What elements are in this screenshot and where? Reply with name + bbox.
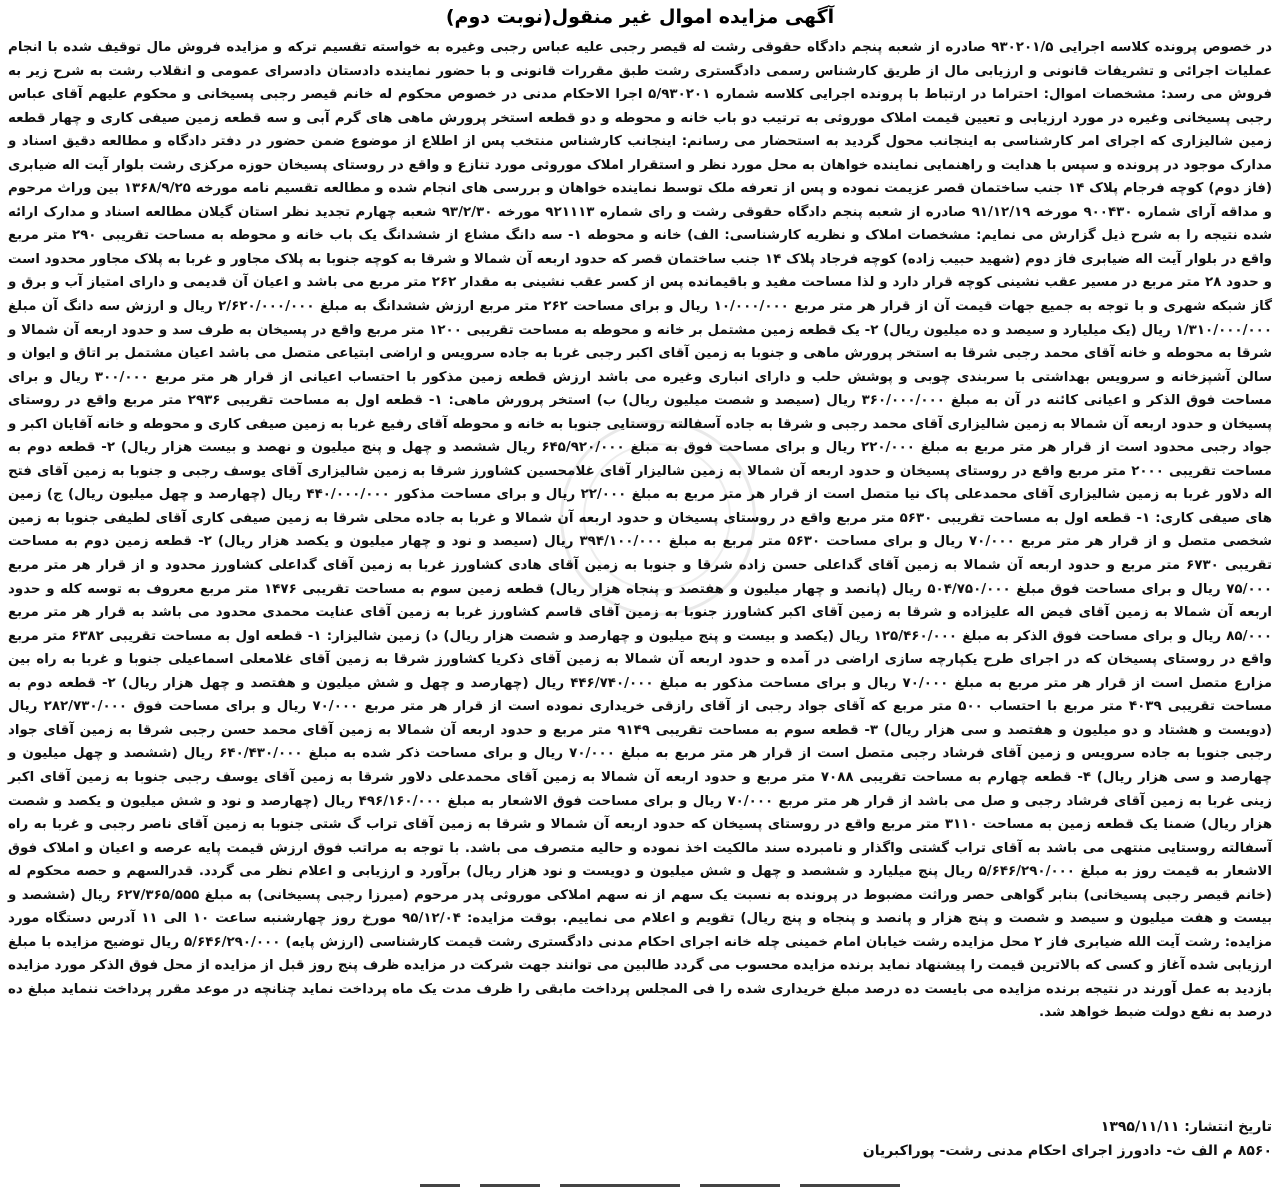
bottom-divider [700, 1184, 780, 1187]
notice-title: آگهی مزایده اموال غیر منقول(نوبت دوم) [445, 6, 835, 28]
bottom-divider [480, 1184, 540, 1187]
bottom-divider [560, 1184, 680, 1187]
bottom-divider [420, 1184, 460, 1187]
notice-body: در خصوص پرونده کلاسه اجرایی ۹۳۰۲۰۱/۵ صادره از شعبه پنجم دادگاه حقوقی رشت له قیصر رجبی علیه عباس رجبی وغیره به خواسته تقسیم ترکه و مزایده فروش مال توقیف شده با انجام عملیات اجرائی و تشریفات قانونی و ارزیابی مال از طریق کارشناس رسمی دادگستری رشت طبق مقررات قانونی و با حضور نماینده دادستان دادسرای عمومی و انقلاب رشت به شرح زیر به فروش می رسد: مشخصات اموال: احتراما در ارتباط با پرونده اجرایی کلاسه شماره ۵/۹۳۰۲۰۱ اجرا الاحکام مدنی در خصوص محکوم له خانم قیصر رجبی پسیخانی و محکوم علیهم آقای عباس رجبی پسیخانی وغیره در مورد ارزیابی و تعیین قیمت املاک موروثی به ترتیب دو باب خانه و محوطه و دو قطعه استخر پرورش ماهی های گرم آبی و سه قطعه زمین صیفی کاری و چهار قطعه زمین شالیزاری که اجرای امر کارشناسی به اینجانب محول گردید به استحضار می رسانم: اینجانب کارشناس منتخب پس از اطلاع از موضوع ضمن حضور در دفتر دادگاه و مطالعه دقیق اسناد و مدارک موجود در پرونده و سپس با هدایت و راهنمایی نماینده خواهان به محل مورد نظر و استقرار املاک موروثی مورد تنازع و واقع در روستای پسیخان حوزه مرکزی رشت بلوار آیت اله ضیابری (فاز دوم) کوچه فرجام پلاک ۱۴ جنب ساختمان قصر عزیمت نموده و پس از تعرفه ملک توسط نماینده خواهان و بررسی های انجام شده و مطالعه تقسیم نامه مورخه ۱۳۶۸/۹/۲۵ بین وراث مرحوم و مداقه آرای شماره ۹۰۰۴۳۰ مورخه ۹۱/۱۲/۱۹ صادره از شعبه پنجم دادگاه حقوقی رشت و رای شماره ۹۲۱۱۱۳ مورخه ۹۳/۲/۳۰ شعبه چهارم تجدید نظر استان گیلان مطالعه اسناد و مدارک ارائه شده نتیجه را به شرح ذیل گزارش می نمایم: مشخصات املاک و نظریه کارشناسی: الف) خانه و محوطه ۱- سه دانگ مشاع از ششدانگ یک باب خانه و محوطه به مساحت تقریبی ۲۹۰ متر مربع واقع در بلوار آیت اله ضیابری فاز دوم (شهید حبیب زاده) کوچه فرجاد پلاک ۱۴ جنب ساختمان قصر که حدود اربعه آن شمالا و شرقا به کوچه جنوبا به پلاک مجاور و غربا به پلاک مجاور محدود است و حدود ۲۸ متر مربع در مسیر عقب نشینی کوچه قرار دارد و لذا مساحت مفید و باقیمانده پس از کسر عقب نشینی به مقدار ۲۶۲ متر مربع می باشد و اعیان آن قدیمی و دارای امتیاز آب و برق و گاز شبکه شهری و با توجه به جمیع جهات قیمت آن از قرار هر متر مربع ۱۰/۰۰۰/۰۰۰ ریال و برای مساحت ۲۶۲ متر مربع ارزش ششدانگ به مبلغ ۲/۶۲۰/۰۰۰/۰۰۰ ریال و ارزش سه دانگ آن مبلغ ۱/۳۱۰/۰۰۰/۰۰۰ ریال (یک میلیارد و سیصد و ده میلیون ریال) ۲- یک قطعه زمین مشتمل بر خانه و محوطه به مساحت تقریبی ۱۲۰۰ متر مربع واقع در پسیخان به طرف سد و حدود اربعه آن شمالا و شرقا به محوطه و خانه آقای محمد رجبی شرقا به استخر پرورش ماهی و جنوبا به زمین آقای اکبر رجبی غربا به جاده سرویس و اراضی ابتیاعی متصل می باشد اعیان مشتمل بر اتاق و ایوان و سالن آشپزخانه و سرویس بهداشتی با سربندی چوبی و پوشش حلب و دارای انباری وغیره می باشد ارزش قطعه زمین مذکور با احتساب اعیانی از قرار هر متر مربع ۳۰۰/۰۰۰ ریال و برای مساحت فوق الذکر و اعیانی کائنه در آن به مبلغ ۳۶۰/۰۰۰/۰۰۰ ریال (سیصد و شصت میلیون ریال) ب) استخر پرورش ماهی: ۱- قطعه اول به مساحت تقریبی ۲۹۳۶ متر مربع واقع در روستای پسیخان و حدود اربعه آن شمالا به زمین شالیزاری آقای محمد رجبی و شرقا به جاده آسفالته روستایی جنوبا به خانه و محوطه آقای رفیع غربا به زمین صیفی کاری و محوطه و خانه آقایان اکبر و جواد رجبی محدود است از قرار هر متر مربع به مبلغ ۲۲۰/۰۰۰ ریال و برای مساحت فوق به مبلغ ۶۴۵/۹۲۰/۰۰۰ ریال ششصد و چهل و پنج میلیون و نهصد و بیست هزار ریال) ۲- قطعه دوم به مساحت تقریبی ۲۰۰۰ متر مربع واقع در روستای پسیخان و حدود اربعه آن شمالا به زمین شالیزار آقای غلامحسین کشاورز شرقا به زمین شالیزاری آقای یوسف رجبی و جنوبا به زمین آقای فتح اله دلاور غربا به زمین شالیزاری آقای محمدعلی پاک نیا متصل است از قرار هر متر مربع به مبلغ ۲۲/۰۰۰ ریال و برای مساحت مذکور ۴۴۰/۰۰۰/۰۰۰ ریال (چهارصد و چهل میلیون ریال) ج) زمین های صیفی کاری: ۱- قطعه اول به مساحت تقریبی ۵۶۳۰ متر مربع واقع در روستای پسیخان و حدود اربعه آن شمالا و غربا به جاده محلی شرقا به زمین صیفی کاری آقای لطیفی جنوبا به زمین شخصی متصل و از قرار هر متر مربع ۷۰/۰۰۰ ریال و برای مساحت ۵۶۳۰ متر مربع به مبلغ ۳۹۴/۱۰۰/۰۰۰ ریال (سیصد و نود و چهار میلیون و یکصد هزار ریال) ۲- قطعه زمین دوم به مساحت تقریبی ۶۷۳۰ متر مربع و حدود اربعه آن شمالا به زمین آقای گداعلی حسن زاده شرقا و جنوبا به زمین آقای هادی کشاورز غربا به زمین آقای گداعلی کشاورز محدود و از قرار هر متر مربع ۷۵/۰۰۰ ریال و برای مساحت فوق مبلغ ۵۰۴/۷۵۰/۰۰۰ ریال (پانصد و چهار میلیون و هفتصد و پنجاه هزار ریال) قطعه زمین سوم به مساحت تقریبی ۱۴۷۶ متر مربع معروف به توسه کله و حدود اربعه آن شمالا به زمین آقای فیض اله علیزاده و شرقا به زمین آقای اکبر کشاورز جنوبا به زمین آقای قاسم کشاورز غربا به زمین آقای عنایت محمدی محدود می باشد به قرار هر متر مربع ۸۵/۰۰۰ ریال و برای مساحت فوق الذکر به مبلغ ۱۲۵/۴۶۰/۰۰۰ ریال (یکصد و بیست و پنج میلیون و چهارصد و شصت هزار ریال) د) زمین شالیزار: ۱- قطعه اول به مساحت تقریبی ۶۳۸۲ متر مربع واقع در روستای پسیخان که در اجرای طرح یکپارچه سازی اراضی در آمده و حدود اربعه آن شمالا به زمین آقای ذکریا کشاورز شرقا به زمین آقای غلامعلی اسماعیلی جنوبا و غربا به راه بین مزارع متصل است از قرار هر متر مربع به مبلغ ۷۰/۰۰۰ ریال و برای مساحت مذکور به مبلغ ۴۴۶/۷۴۰/۰۰۰ ریال (چهارصد و چهل و شش میلیون و هفتصد و چهل هزار ریال) ۲- قطعه دوم به مساحت تقریبی ۴۰۳۹ متر مربع با احتساب ۵۰۰ متر مربع که آقای جواد رجبی از آقای رازقی خریداری نموده است از قرار هر متر مربع ۷۰/۰۰۰ ریال و برای مساحت فوق ۲۸۲/۷۳۰/۰۰۰ ریال (دویست و هشتاد و دو میلیون و هفتصد و سی هزار ریال) ۳- قطعه سوم به مساحت تقریبی ۹۱۴۹ متر مربع و حدود اربعه آن شمالا به زمین آقای محمد حسن رجبی شرقا به زمین آقای جواد رجبی جنوبا به جاده سرویس و زمین آقای فرشاد رجبی متصل است از قرار هر متر مربع به مبلغ ۷۰/۰۰۰ ریال و برای مساحت ذکر شده به مبلغ ۶۴۰/۴۳۰/۰۰۰ ریال (ششصد و چهل میلیون و چهارصد و سی هزار ریال) ۴- قطعه چهارم به مساحت تقریبی ۷۰۸۸ متر مربع و حدود اربعه آن شمالا به زمین آقای محمدعلی دلاور شرقا به زمین آقای یوسف رجبی جنوبا به زمین آقای اکبر زینی غربا به زمین آقای فرشاد رجبی و صل می باشد از قرار هر متر مربع ۷۰/۰۰۰ ریال و برای مساحت فوق الاشعار به مبلغ ۴۹۶/۱۶۰/۰۰۰ ریال (چهارصد و نود و شش میلیون و یکصد و شصت هزار ریال) ضمنا یک قطعه زمین به مساحت ۳۱۱۰ متر مربع واقع در روستای پسیخان که حدود اربعه آن شمالا و شرقا به زمین آقای تراب گ شتی جنوبا به زمین آقای ناصر رجبی و غربا به راه آسفالته روستایی منتهی می باشد به آقای تراب گشتی واگذار و نامبرده سند مالکیت اخذ نموده و حالیه متصرف می باشد. با توجه به مراتب فوق ارزش قیمت پایه عرصه و اعیان و املاک فوق الاشعار به قیمت روز به مبلغ ۵/۶۴۶/۲۹۰/۰۰۰ ریال پنج میلیارد و ششصد و چهل و شش میلیون و دویست و نود هزار ریال) برآورد و ارزیابی و اعلام نظر می گردد. قدرالسهم و حصه محکوم له (خانم قیصر رجبی پسیخانی) بنابر گواهی حصر وراثت مضبوط در پرونده به نسبت یک سهم از نه سهم املاکی موروثی پدر مرحوم (میرزا رجبی پسیخانی) به مبلغ ۶۲۷/۳۶۵/۵۵۵ ریال (ششصد و بیست و هفت میلیون و سیصد و شصت و پنج هزار و پانصد و پنجاه و پنج ریال) تقویم و اعلام می نماییم. بوقت مزایده: ۹۵/۱۲/۰۴ مورخ روز چهارشنبه ساعت ۱۰ الی ۱۱ آدرس دستگاه مورد مزایده: رشت آیت الله ضیابری فاز ۲ محل مزایده رشت خیابان امام خمینی چله خانه اجرای احکام مدنی دادگستری رشت قیمت کارشناسی (ارزش پایه) ۵/۶۴۶/۲۹۰/۰۰۰ ریال توضیح مزایده با مبلغ ارزیابی شده آغاز و کسی که بالاترین قیمت را پیشنهاد نماید برنده مزایده محسوب می گردد طالبین می توانند جهت شرکت در مزایده ظرف پنج روز قبل از مزایده از محل فوق الذکر مورد مزایده بازدید به عمل آورند در نتیجه برنده مزایده می بایست ده درصد مبلغ خریداری شده را فی المجلس پرداخت مابقی را ظرف مدت یک ماه پرداخت نماید چنانچه در موعد مقرر پرداخت ننماید مبلغ ده درصد به نفع دولت ضبط خواهد شد. [8, 40, 1273, 1021]
signature-line: ۸۵۶۰ م الف ث- دادورز اجرای احکام مدنی رشت- پوراکبریان [862, 1143, 1272, 1159]
bottom-divider [800, 1184, 900, 1187]
publish-date: تاریخ انتشار: ۱۳۹۵/۱۱/۱۱ [1100, 1119, 1272, 1135]
